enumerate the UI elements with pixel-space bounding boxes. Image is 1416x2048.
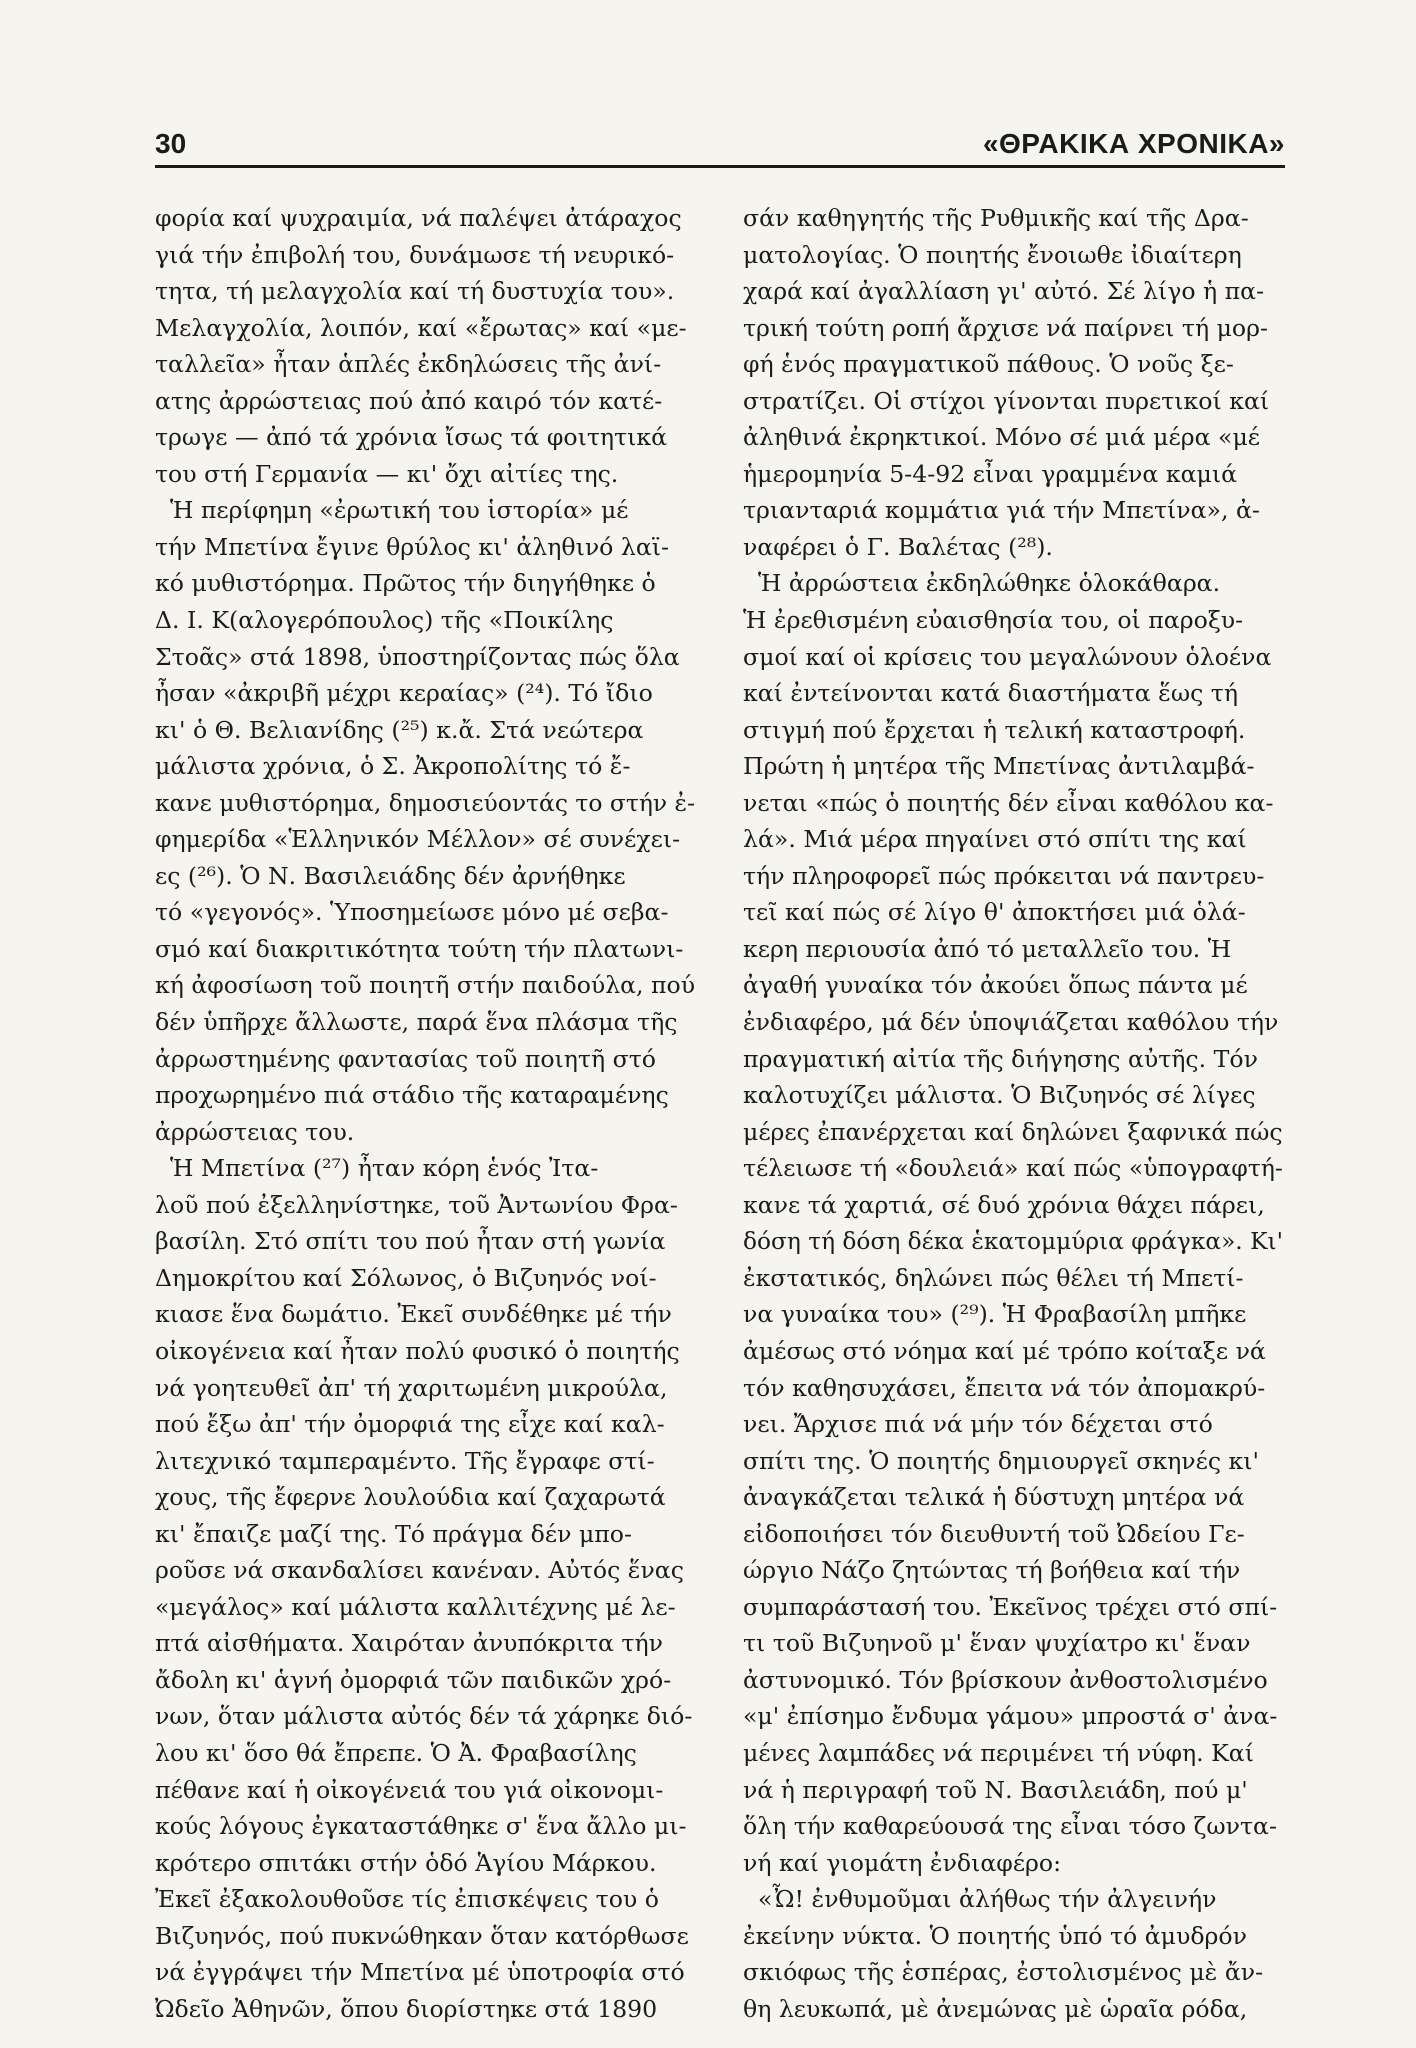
text-line: του στή Γερμανία — κι' ὄχι αἰτίες της. [155,459,619,488]
running-header [155,128,1285,168]
text-line: ἀγαθή γυναίκα τόν ἀκούει ὅπως πάντα μέ [743,971,1248,1000]
text-line: στιγμή πού ἔρχεται ἡ τελική καταστροφή. [743,715,1246,744]
text-line: τριανταριά κομμάτια γιά τήν Μπετίνα», ἀ- [743,496,1260,525]
text-line: Ἡ ἐρεθισμένη εὐαισθησία του, οἱ παροξυ- [743,606,1244,635]
text-line: καί ἐντείνονται κατά διαστήματα ἕως τή [743,679,1238,708]
text-line: κερη περιουσία ἀπό τό μεταλλεῖο του. Ἡ [743,934,1232,963]
text-line: θη λευκωπά, μὲ ἀνεμώνας μὲ ὡραῖα ρόδα, [743,1994,1248,2023]
text-line: Βιζυηνός, πού πυκνώθηκαν ὅταν κατόρθωσε [155,1921,689,1950]
text-line: ἀληθινά ἐκρηκτικοί. Μόνο σέ μιά μέρα «μέ [743,423,1261,452]
text-line: τό «γεγονός». Ὑποσημείωσε μόνο μέ σεβα- [155,898,669,927]
text-line: Ἡ ἀρρώστεια ἐκδηλώθηκε ὁλοκάθαρα. [743,569,1221,598]
text-line: φή ἑνός πραγματικοῦ πάθους. Ὁ νοῦς ξε- [743,350,1234,379]
text-line: πραγματική αἰτία τῆς διήγησης αὐτῆς. Τόν [743,1044,1258,1073]
text-line: κό μυθιστόρημα. Πρῶτος τήν διηγήθηκε ὁ [155,569,656,598]
text-line: μέρες ἐπανέρχεται καί δηλώνει ξαφνικά πώς [743,1117,1283,1146]
text-line: κανε μυθιστόρημα, δημοσιεύοντάς το στήν ἐ- [155,788,695,817]
text-line: νει. Ἄρχισε πιά νά μήν τόν δέχεται στό [743,1410,1213,1439]
text-line: ἀστυνομικό. Τόν βρίσκουν ἀνθοστολισμένο [743,1665,1268,1694]
text-line: λου κι' ὅσο θά ἔπρεπε. Ὁ Ἀ. Φραβασίλης [155,1738,637,1767]
text-line: Μελαγχολία, λοιπόν, καί «ἔρωτας» καί «με- [155,313,687,342]
text-line: ἡμερομηνία 5-4-92 εἶναι γραμμένα καμιά [743,459,1238,488]
text-line: νεται «πώς ὁ ποιητής δέν εἶναι καθόλου κα- [743,788,1274,817]
text-line: γιά τήν ἐπιβολή του, δυνάμωσε τή νευρικό- [155,240,675,269]
text-line: καλοτυχίζει μάλιστα. Ὁ Βιζυηνός σέ λίγες [743,1081,1256,1110]
text-line: χους, τῆς ἔφερνε λουλούδια καί ζαχαρωτά [155,1483,666,1512]
text-line: πέθανε καί ἡ οἰκογένειά του γιά οἰκονομι- [155,1775,664,1804]
text-line: πτά αἰσθήματα. Χαιρόταν ἀνυπόκριτα τήν [155,1629,663,1658]
text-line: κι' ἔπαιζε μαζί της. Τό πράγμα δέν μπο- [155,1519,632,1548]
text-line: να γυναίκα του» (²⁹). Ἡ Φραβασίλη μπῆκε [743,1300,1247,1329]
text-line: τήν πληροφορεῖ πώς πρόκειται νά παντρευ- [743,861,1265,890]
text-line: Δημοκρίτου καί Σόλωνος, ὁ Βιζυηνός νοί- [155,1263,657,1292]
text-line: Ἡ Μπετίνα (²⁷) ἦταν κόρη ἑνός Ἰτα- [155,1154,599,1183]
text-line: δέν ὑπῆρχε ἄλλωστε, παρά ἕνα πλάσμα τῆς [155,1008,678,1037]
text-line: κιασε ἕνα δωμάτιο. Ἐκεῖ συνδέθηκε μέ τήν [155,1300,672,1329]
text-line: ατης ἀρρώστειας πού ἀπό καιρό τόν κατέ- [155,386,663,415]
text-line: νων, ὅταν μάλιστα αὐτός δέν τά χάρηκε διό- [155,1702,693,1731]
text-line: συμπαράστασή του. Ἐκεῖνος τρέχει στό σπί- [743,1592,1278,1621]
text-line: τι τοῦ Βιζυηνοῦ μ' ἕναν ψυχίατρο κι' ἕναν [743,1629,1251,1658]
text-line: ναφέρει ὁ Γ. Βαλέτας (²⁸). [743,532,1053,561]
text-line: κούς λόγους ἐγκαταστάθηκε σ' ἕνα ἄλλο μι- [155,1812,687,1841]
text-line: κή ἀφοσίωση τοῦ ποιητῆ στήν παιδούλα, πού [155,971,695,1000]
text-line: ταλλεῖα» ἦταν ἁπλές ἐκδηλώσεις τῆς ἀνί- [155,350,662,379]
text-line: κανε τά χαρτιά, σέ δυό χρόνια θάχει πάρει, [743,1190,1265,1219]
text-line: στρατίζει. Οἱ στίχοι γίνονται πυρετικοί καί [743,386,1270,415]
text-line: νή καί γιομάτη ἐνδιαφέρο: [743,1848,1062,1877]
text-line: τέλειωσε τή «δουλειά» καί πώς «ὑπογραφτή- [743,1154,1283,1183]
text-line: φημερίδα «Ἑλληνικόν Μέλλον» σέ συνέχει- [155,825,681,854]
text-line: τρική τούτη ροπή ἄρχισε νά παίρνει τή μορ- [743,313,1268,342]
text-line: οἰκογένεια καί ἦταν πολύ φυσικό ὁ ποιητής [155,1336,680,1365]
text-line: κι' ὁ Θ. Βελιανίδης (²⁵) κ.ἄ. Στά νεώτερα [155,715,644,744]
text-line: σμό καί διακριτικότητα τούτη τήν πλατωνι- [155,934,684,963]
text-line: ματολογίας. Ὁ ποιητής ἔνοιωθε ἰδιαίτερη [743,240,1242,269]
text-line: Πρώτη ἡ μητέρα τῆς Μπετίνας ἀντιλαμβά- [743,752,1255,781]
text-line: ες (²⁶). Ὁ Ν. Βασιλειάδης δέν ἀρνήθηκε [155,861,626,890]
text-line: μάλιστα χρόνια, ὁ Σ. Ἀκροπολίτης τό ἔ- [155,752,631,781]
text-line: ἀναγκάζεται τελικά ἡ δύστυχη μητέρα νά [743,1483,1245,1512]
text-line: λά». Μιά μέρα πηγαίνει στό σπίτι της καί [743,825,1247,854]
text-line: ώργιο Νάζο ζητώντας τή βοήθεια καί τήν [743,1556,1241,1585]
text-line: σμοί καί οἱ κρίσεις του μεγαλώνουν ὁλοένα [743,642,1272,671]
text-line: ἦσαν «ἀκριβῆ μέχρι κεραίας» (²⁴). Τό ἴδιο [155,679,653,708]
text-line: σπίτι της. Ὁ ποιητής δημιουργεῖ σκηνές κι' [743,1446,1260,1475]
header-rule [155,165,1285,168]
text-line: κρότερο σπιτάκι στήν ὁδό Ἁγίου Μάρκου. [155,1848,657,1877]
text-line: νά γοητευθεῖ ἀπ' τή χαριτωμένη μικρούλα, [155,1373,668,1402]
text-line: Δ. Ι. Κ(αλογερόπουλος) τῆς «Ποικίλης [155,606,614,635]
text-line: μένες λαμπάδες νά περιμένει τή νύφη. Καί [743,1738,1254,1767]
journal-title: «ΘΡΑΚΙΚΑ ΧΡΟΝΙΚΑ» [982,128,1285,159]
text-line: λοῦ πού ἐξελληνίστηκε, τοῦ Ἀντωνίου Φρα- [155,1190,678,1219]
right-column [743,200,1283,2027]
text-line: ὅλη τήν καθαρεύουσά της εἶναι τόσο ζωντα- [743,1812,1277,1841]
text-line: φορία καί ψυχραιμία, νά παλέψει ἀτάραχος [155,204,682,232]
text-line: «Ὦ! ἐνθυμοῦμαι ἀλήθως τήν ἀλγεινήν [743,1885,1217,1914]
text-line: ἀρρώστειας του. [155,1117,355,1146]
text-line: νά ἐγγράψει τήν Μπετίνα μέ ὑποτροφία στό [155,1958,685,1987]
text-line: ἐκείνην νύκτα. Ὁ ποιητής ὑπό τό ἀμυδρόν [743,1921,1247,1950]
text-line: «μεγάλος» καί μάλιστα καλλιτέχνης μέ λε- [155,1592,676,1621]
text-line: τεῖ καί πώς σέ λίγο θ' ἀποκτήσει μιά ὁλά- [743,898,1246,927]
text-line: τητα, τή μελαγχολία καί τή δυστυχία του». [155,277,675,306]
text-line: ἀμέσως στό νόημα καί μέ τρόπο κοίταξε νά [743,1336,1266,1365]
text-line: ροῦσε νά σκανδαλίσει κανέναν. Αὐτός ἕνας [155,1556,684,1585]
text-line: εἰδοποιήσει τόν διευθυντή τοῦ Ὠδείου Γε- [743,1519,1245,1548]
text-line: βασίλη. Στό σπίτι του πού ἦταν στή γωνία [155,1227,666,1256]
text-line: ἀρρωστημένης φαντασίας τοῦ ποιητῆ στό [155,1044,656,1073]
text-line: προχωρημένο πιά στάδιο τῆς καταραμένης [155,1081,669,1110]
text-line: Ὠδεῖο Ἀθηνῶν, ὅπου διορίστηκε στά 1890 [155,1994,658,2023]
text-line: δόση τή δόση δέκα ἑκατομμύρια φράγκα». Κι' [743,1227,1283,1256]
text-line: τήν Μπετίνα ἔγινε θρύλος κι' ἀληθινό λαϊ- [155,532,669,561]
text-line: «μ' ἐπίσημο ἔνδυμα γάμου» μπροστά σ' ἀνα- [743,1702,1278,1731]
left-column [155,200,695,2027]
text-line: ἐκστατικός, δηλώνει πώς θέλει τή Μπετί- [743,1263,1244,1292]
text-line: σάν καθηγητής τῆς Ρυθμικῆς καί τῆς Δρα- [743,204,1249,232]
text-line: σκιόφως τῆς ἑσπέρας, ἐστολισμένος μὲ ἄν- [743,1958,1264,1987]
text-line: λιτεχνικό ταμπεραμέντο. Τῆς ἔγραφε στί- [155,1446,655,1475]
text-line: ἐνδιαφέρο, μά δέν ὑποψιάζεται καθόλου τήν [743,1008,1279,1037]
text-line: τρωγε — ἀπό τά χρόνια ἴσως τά φοιτητικά [155,423,668,452]
text-line: πού ἔξω ἀπ' τήν ὀμορφιά της εἶχε καί καλ- [155,1410,665,1439]
text-line: τόν καθησυχάσει, ἔπειτα νά τόν ἀπομακρύ- [743,1373,1266,1402]
text-line: ἄδολη κι' ἁγνή ὀμορφιά τῶν παιδικῶν χρό- [155,1665,672,1694]
text-line: Ἐκεῖ ἐξακολουθοῦσε τίς ἐπισκέψεις του ὁ [155,1885,659,1914]
page-number: 30 [155,128,187,159]
text-line: χαρά καί ἀγαλλίαση γι' αὐτό. Σέ λίγο ἡ πα- [743,277,1265,306]
text-line: νά ἡ περιγραφή τοῦ Ν. Βασιλειάδη, πού μ' [743,1775,1248,1804]
text-line: Στοᾶς» στά 1898, ὑποστηρίζοντας πώς ὅλα [155,642,680,671]
text-line: Ἡ περίφημη «ἐρωτική του ἱστορία» μέ [155,496,629,525]
